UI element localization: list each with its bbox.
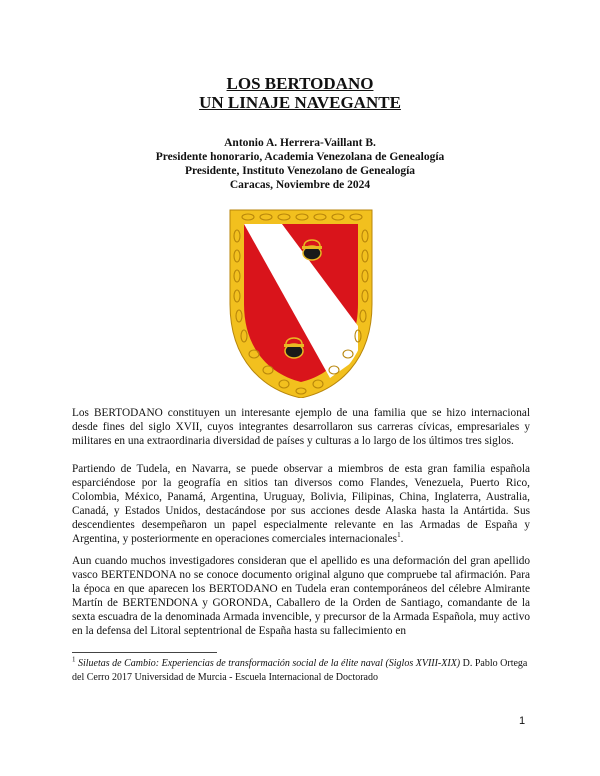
document-title-line-2: UN LINAJE NAVEGANTE (199, 93, 401, 112)
place-and-date: Caracas, Noviembre de 2024 (229, 179, 371, 191)
paragraph-surname-origin: Aun cuando muchos investigadores consideran que el apellido es una deformación del gran apellido vasco BERTENDONA no se conoce documento original alguno que compruebe tal afirmación. Para la época en que aparecen los BERTODANO en Tudela eran contemporáneos del célebre Almirante Martín de BERTENDONA y GORONDA, Caballero de la Orden de Santiago, comandante de la sexta escuadra de la denominada Armada invencible, y precursor de la Armada Española, muy activo en la defensa del Litoral septentrional de España hasta su fallecimiento en (72, 555, 530, 637)
footnote-reference[interactable]: 1 (397, 530, 401, 539)
footnote-citation: D. Pablo Ortega del Cerro 2017 Universidad de Murcia - Escuela Internacional de Doctorado (72, 658, 528, 683)
author-role-institute: Presidente, Instituto Venezolano de Genealogía (184, 165, 416, 177)
heraldic-shield-icon (228, 208, 374, 398)
paragraph-geography-text: Partiendo de Tudela, en Navarra, se puede observar a miembros de esta gran familia española esparciéndose por la geografía en sitios tan diversos como Flandes, Venezuela, Puerto Rico, Colombia, México, Panamá, Argentina, Uruguay, Bolivia, Filipinas, China, Inglaterra, Australia, Canadá, y Estados Unidos, destacándose por sus acciones desde Alaska hasta la Antártida. Sus descendientes desempeñaron un papel especialmente relevante en las Armadas de España y Argentina, y posteriormente en operaciones comerciales internacionales (72, 463, 530, 545)
document-title-line-1: LOS BERTODANO (226, 74, 374, 93)
paragraph-intro: Los BERTODANO constituyen un interesante ejemplo de una familia que se hizo internacional desde fines del siglo XVII, cuyos integrantes desarrollaron sus carreras cívicas, empresariales y militares en una extraordinaria diversidad de países y culturas a lo largo de los últimos tres siglos. (72, 407, 530, 447)
footnote (72, 657, 530, 684)
footnote-divider (72, 652, 217, 653)
paragraph-geography-end: . (400, 532, 404, 545)
paragraph-geography (72, 463, 530, 546)
footnote-mark: 1 (72, 655, 76, 664)
page-number: 1 (519, 715, 526, 727)
footnote-work-title: Siluetas de Cambio: Experiencias de transformación social de la élite naval (Siglos XVIII-XIX) (78, 658, 461, 669)
author-name: Antonio A. Herrera-Vaillant B. (224, 137, 376, 149)
author-role-academy: Presidente honorario, Academia Venezolana de Genealogía (155, 151, 445, 163)
